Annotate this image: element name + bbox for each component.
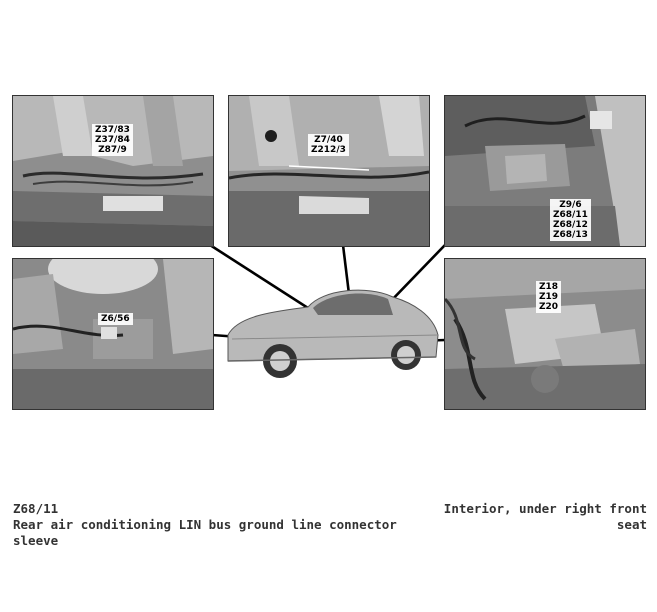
callout-text: Z68/11 bbox=[553, 210, 588, 220]
callout-text: Z87/9 bbox=[98, 145, 127, 155]
callout-text: Z18 bbox=[539, 282, 559, 292]
callout-text: Z20 bbox=[539, 302, 559, 312]
callout-text: Z37/84 bbox=[95, 135, 130, 145]
callout-text: Z212/3 bbox=[311, 145, 346, 155]
callout-label-middle-right bbox=[536, 281, 561, 313]
callout-label-middle-left bbox=[98, 313, 133, 325]
photo-seat-area-right bbox=[445, 96, 645, 246]
callout-label-top-right bbox=[550, 199, 591, 241]
component-description-line2: sleeve bbox=[13, 533, 59, 548]
callout-text: Z37/83 bbox=[95, 125, 130, 135]
callout-text: Z6/56 bbox=[101, 314, 130, 324]
location-line2: seat bbox=[616, 517, 647, 532]
photo-rear-floor-center bbox=[229, 96, 429, 246]
callout-text: Z19 bbox=[539, 292, 559, 302]
car-illustration bbox=[218, 275, 443, 390]
component-description-line1: Rear air conditioning LIN bus ground line connector bbox=[13, 517, 397, 532]
callout-label-top-middle bbox=[308, 134, 349, 156]
photo-rear-floor-left bbox=[13, 96, 213, 246]
callout-text: Z7/40 bbox=[314, 135, 343, 145]
component-caption bbox=[13, 501, 433, 549]
location-line1: Interior, under right front bbox=[443, 501, 647, 516]
callout-text: Z9/6 bbox=[559, 200, 582, 210]
callout-label-top-left bbox=[92, 124, 133, 156]
component-id: Z68/11 bbox=[13, 501, 59, 516]
component-location bbox=[420, 501, 647, 533]
photo-front-footwell-left bbox=[13, 259, 213, 409]
callout-text: Z68/12 bbox=[553, 220, 588, 230]
callout-text: Z68/13 bbox=[553, 230, 588, 240]
